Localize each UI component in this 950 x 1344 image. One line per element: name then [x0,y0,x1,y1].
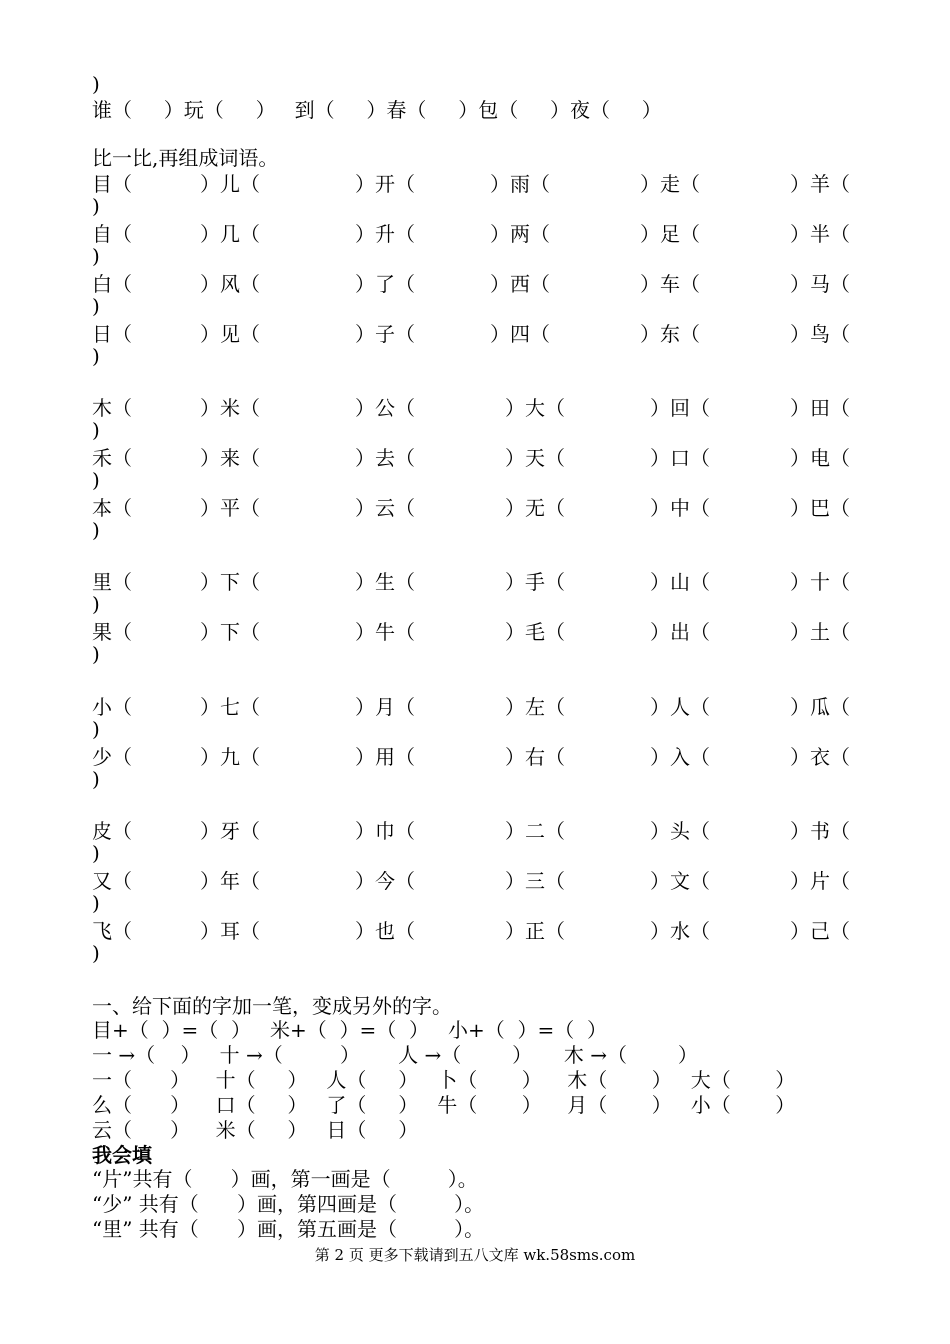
grid-cell: ）中（ [650,496,710,520]
grid-row [92,496,862,520]
grid-cell: ）七（ [200,695,260,719]
grid-row [92,570,862,594]
grid-cell: ）四（ [490,322,550,346]
grid-cell: 里（ [92,570,132,594]
grid-cell: ）两（ [490,222,550,246]
grid-row [92,745,862,769]
grid-cell: ）鸟（ [790,322,850,346]
grid-cell: ）平（ [200,496,260,520]
grid-row-wrap: ) [92,244,100,268]
grid-cell: 日（ [92,322,132,346]
grid-cell: ）九（ [200,745,260,769]
grid-row-wrap: ) [92,592,100,616]
grid-cell: ）头（ [650,819,710,843]
grid-cell: ）升（ [355,222,415,246]
grid-cell: ）入（ [650,745,710,769]
grid-cell: ）半（ [790,222,850,246]
grid-cell: ）十（ [790,570,850,594]
grid-cell: ）牛（ [355,620,415,644]
grid-cell: ）子（ [355,322,415,346]
grid-cell: ）开（ [355,172,415,196]
grid-row-wrap: ) [92,518,100,542]
grid-cell: ）正（ [505,919,565,943]
grid-cell: ）今（ [355,869,415,893]
fill-line-3: “里” 共有（ ）画，第五画是（ ）。 [92,1217,485,1241]
grid-row [92,396,862,420]
grid-cell: ）己（ [790,919,850,943]
grid-row [92,919,862,943]
grid-row-wrap: ) [92,194,100,218]
grid-cell: ）生（ [355,570,415,594]
grid-cell: ）毛（ [505,620,565,644]
grid-cell: ）田（ [790,396,850,420]
grid-row-wrap: ) [92,642,100,666]
grid-row-wrap: ) [92,767,100,791]
fill-line-1: “片”共有（ ）画，第一画是（ ）。 [92,1167,478,1191]
grid-cell: 少（ [92,745,132,769]
grid-row-wrap: ) [92,468,100,492]
grid-row [92,322,862,346]
instruction-compare: 比一比,再组成词语。 [92,146,279,170]
grid-cell: ）走（ [640,172,700,196]
grid-cell: 自（ [92,222,132,246]
grid-cell: ）文（ [650,869,710,893]
grid-cell: ）去（ [355,446,415,470]
stroke-line-1: 一（ ） 十（ ） 人（ ） 卜（ ） 木（ ） 大（ ） [92,1068,796,1092]
grid-cell: 飞（ [92,919,132,943]
grid-row [92,172,862,196]
page-footer: 第 2 页 更多下载请到五八文库 wk.58sms.com [314,1246,636,1264]
grid-cell: ）下（ [200,620,260,644]
grid-cell: ）羊（ [790,172,850,196]
grid-cell: ）来（ [200,446,260,470]
grid-cell: ）左（ [505,695,565,719]
grid-cell: ）马（ [790,272,850,296]
grid-row [92,695,862,719]
fill-line-2: “少” 共有（ ）画，第四画是（ ）。 [92,1192,485,1216]
grid-cell: ）手（ [505,570,565,594]
grid-cell: ）回（ [650,396,710,420]
grid-cell: ）巾（ [355,819,415,843]
grid-cell: 目（ [92,172,132,196]
grid-cell: 又（ [92,869,132,893]
grid-cell: ）无（ [505,496,565,520]
grid-cell: 禾（ [92,446,132,470]
grid-row [92,222,862,246]
grid-cell: ）衣（ [790,745,850,769]
grid-row-wrap: ) [92,344,100,368]
grid-cell: 白（ [92,272,132,296]
grid-cell: ）见（ [200,322,260,346]
add-stroke-line: 目+（ ）=（ ） 米+（ ）=（ ） 小+（ ）=（ ） [92,1018,607,1042]
grid-row-wrap: ) [92,717,100,741]
grid-row-wrap: ) [92,891,100,915]
grid-cell: ）水（ [650,919,710,943]
grid-cell: 皮（ [92,819,132,843]
grid-cell: ）片（ [790,869,850,893]
top-fragment: ) [92,72,100,96]
grid-cell: ）年（ [200,869,260,893]
grid-row [92,446,862,470]
grid-cell: ）右（ [505,745,565,769]
grid-row-wrap: ) [92,941,100,965]
stroke-line-2: 么（ ） 口（ ） 了（ ） 牛（ ） 月（ ） 小（ ） [92,1093,796,1117]
line-shui: 谁（ ）玩（ ） 到（ ）春（ ）包（ ）夜（ ） [92,98,662,122]
grid-cell: ）用（ [355,745,415,769]
arrow-line: 一 →（ ） 十 →（ ） 人 →（ ） 木 →（ ） [92,1043,698,1067]
grid-cell: ）雨（ [490,172,550,196]
grid-cell: ）儿（ [200,172,260,196]
grid-cell: ）米（ [200,396,260,420]
grid-row [92,620,862,644]
grid-cell: ）也（ [355,919,415,943]
grid-row [92,272,862,296]
grid-cell: ）下（ [200,570,260,594]
grid-cell: ）足（ [640,222,700,246]
grid-cell: ）了（ [355,272,415,296]
grid-cell: ）耳（ [200,919,260,943]
grid-cell: ）瓜（ [790,695,850,719]
grid-cell: ）东（ [640,322,700,346]
grid-cell: ）大（ [505,396,565,420]
grid-cell: 小（ [92,695,132,719]
grid-cell: ）山（ [650,570,710,594]
grid-cell: ）几（ [200,222,260,246]
grid-cell: ）巴（ [790,496,850,520]
grid-cell: ）天（ [505,446,565,470]
grid-cell: ）风（ [200,272,260,296]
grid-cell: 本（ [92,496,132,520]
grid-cell: ）西（ [490,272,550,296]
grid-row-wrap: ) [92,418,100,442]
grid-row-wrap: ) [92,841,100,865]
grid-cell: ）牙（ [200,819,260,843]
grid-cell: 木（ [92,396,132,420]
grid-cell: ）书（ [790,819,850,843]
grid-cell: ）车（ [640,272,700,296]
grid-cell: ）口（ [650,446,710,470]
grid-cell: ）出（ [650,620,710,644]
grid-cell: ）云（ [355,496,415,520]
section2-title: 我会填 [92,1143,152,1167]
grid-cell: ）公（ [355,396,415,420]
stroke-line-3: 云（ ） 米（ ） 日（ ） [92,1118,419,1142]
grid-cell: ）电（ [790,446,850,470]
grid-cell: ）三（ [505,869,565,893]
grid-cell: ）土（ [790,620,850,644]
grid-row [92,869,862,893]
grid-cell: 果（ [92,620,132,644]
grid-row [92,819,862,843]
grid-cell: ）人（ [650,695,710,719]
grid-cell: ）月（ [355,695,415,719]
grid-cell: ）二（ [505,819,565,843]
section1-title: 一、给下面的字加一笔，变成另外的字。 [92,994,452,1018]
grid-row-wrap: ) [92,294,100,318]
